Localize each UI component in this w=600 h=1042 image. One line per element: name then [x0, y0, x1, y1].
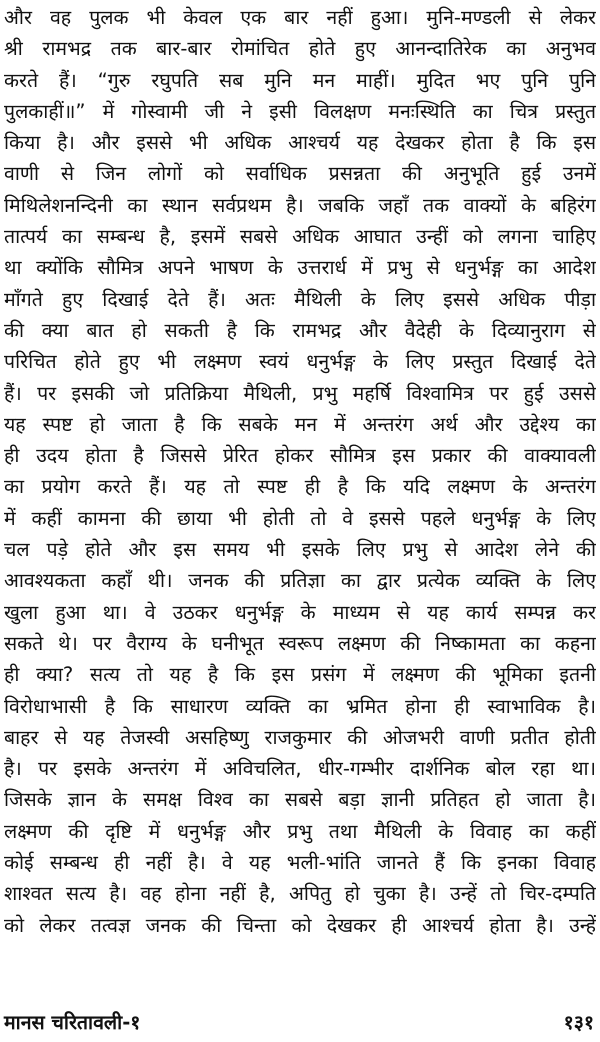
text-line: तात्पर्य का सम्बन्ध है, इसमें सबसे अधिक आघात उन्हीं को लगना चाहिए	[4, 225, 596, 249]
text-line: श्री रामभद्र तक बार-बार रोमांचित होते हुए आनन्दातिरेक का अनुभव	[4, 37, 596, 61]
text-line: आवश्यकता कहाँ थी। जनक की प्रतिज्ञा का द्वार प्रत्येक व्यक्ति के लिए	[4, 569, 596, 593]
text-line: सकते थे। पर वैराग्य के घनीभूत स्वरूप लक्ष्मण की निष्कामता का कहना	[4, 631, 596, 655]
text-line: बाहर से यह तेजस्वी असहिष्णु राजकुमार की ओजभरी वाणी प्रतीत होती	[4, 725, 596, 749]
text-line: को लेकर तत्वज्ञ जनक की चिन्ता को देखकर ही आश्चर्य होता है। उन्हें	[4, 913, 596, 937]
text-line: पुलकाहीं॥” में गोस्वामी जी ने इसी विलक्षण मनःस्थिति का चित्र प्रस्तुत	[4, 99, 596, 123]
text-line: मिथिलेशनन्दिनी का स्थान सर्वप्रथम है। जबकि जहाँ तक वाक्यों के बहिरंग	[4, 193, 596, 217]
text-line: यह स्पष्ट हो जाता है कि सबके मन में अन्तरंग अर्थ और उद्देश्य का	[4, 412, 596, 436]
text-line: वाणी से जिन लोगों को सर्वाधिक प्रसन्नता की अनुभूति हुई उनमें	[4, 162, 596, 186]
text-line: चल पड़े होते और इस समय भी इसके लिए प्रभु से आदेश लेने की	[4, 538, 596, 562]
text-line: खुला हुआ था। वे उठकर धनुर्भङ्ग के माध्यम से यह कार्य सम्पन्न कर	[4, 600, 596, 624]
text-line: ही क्या? सत्य तो यह है कि इस प्रसंग में लक्ष्मण की भूमिका इतनी	[4, 663, 596, 687]
page-number: १३१	[563, 1011, 594, 1034]
text-line: कोई सम्बन्ध ही नहीं है। वे यह भली-भांति जानते हैं कि इनका विवाह	[4, 851, 596, 875]
text-line: और वह पुलक भी केवल एक बार नहीं हुआ। मुनि-मण्डली से लेकर	[4, 6, 596, 29]
text-line: हैं। पर इसकी जो प्रतिक्रिया मैथिली, प्रभु महर्षि विश्वामित्र पर हुई उससे	[4, 381, 596, 405]
text-line: की क्या बात हो सकती है कि रामभद्र और वैदेही के दिव्यानुराग से	[4, 318, 596, 342]
text-line: परिचित होते हुए भी लक्ष्मण स्वयं धनुर्भङ्ग के लिए प्रस्तुत दिखाई देते	[4, 350, 596, 374]
book-title: मानस चरितावली-१	[4, 1011, 141, 1034]
text-line: का प्रयोग करते हैं। यह तो स्पष्ट ही है कि यदि लक्ष्मण के अन्तरंग	[4, 475, 596, 499]
text-line: करते हैं। “गुरु रघुपति सब मुनि मन माहीं। मुदित भए पुनि पुनि	[4, 68, 596, 92]
text-line: किया है। और इससे भी अधिक आश्चर्य यह देखकर होता है कि इस	[4, 131, 596, 155]
text-line: विरोधाभासी है कि साधारण व्यक्ति का भ्रमित होना ही स्वाभाविक है।	[4, 694, 596, 718]
text-line: में कहीं कामना की छाया भी होती तो वे इससे पहले धनुर्भङ्ग के लिए	[4, 506, 596, 530]
text-line: लक्ष्मण की दृष्टि में धनुर्भङ्ग और प्रभु तथा मैथिली के विवाह का कहीं	[4, 819, 596, 843]
text-line: शाश्वत सत्य है। वह होना नहीं है, अपितु हो चुका है। उन्हें तो चिर-दम्पति	[4, 882, 596, 906]
text-line: जिसके ज्ञान के समक्ष विश्व का सबसे बड़ा ज्ञानी प्रतिहत हो जाता है।	[4, 788, 596, 812]
text-line: ही उदय होता है जिससे प्रेरित होकर सौमित्र इस प्रकार की वाक्यावली	[4, 444, 596, 468]
text-line: माँगते हुए दिखाई देते हैं। अतः मैथिली के लिए इससे अधिक पीड़ा	[4, 287, 596, 311]
page-footer	[4, 1008, 594, 1038]
body-text	[4, 2, 596, 941]
text-line: था क्योंकि सौमित्र अपने भाषण के उत्तरार्ध में प्रभु से धनुर्भङ्ग का आदेश	[4, 256, 596, 280]
text-line: है। पर इसके अन्तरंग में अविचलित, धीर-गम्भीर दार्शनिक बोल रहा था।	[4, 757, 596, 781]
